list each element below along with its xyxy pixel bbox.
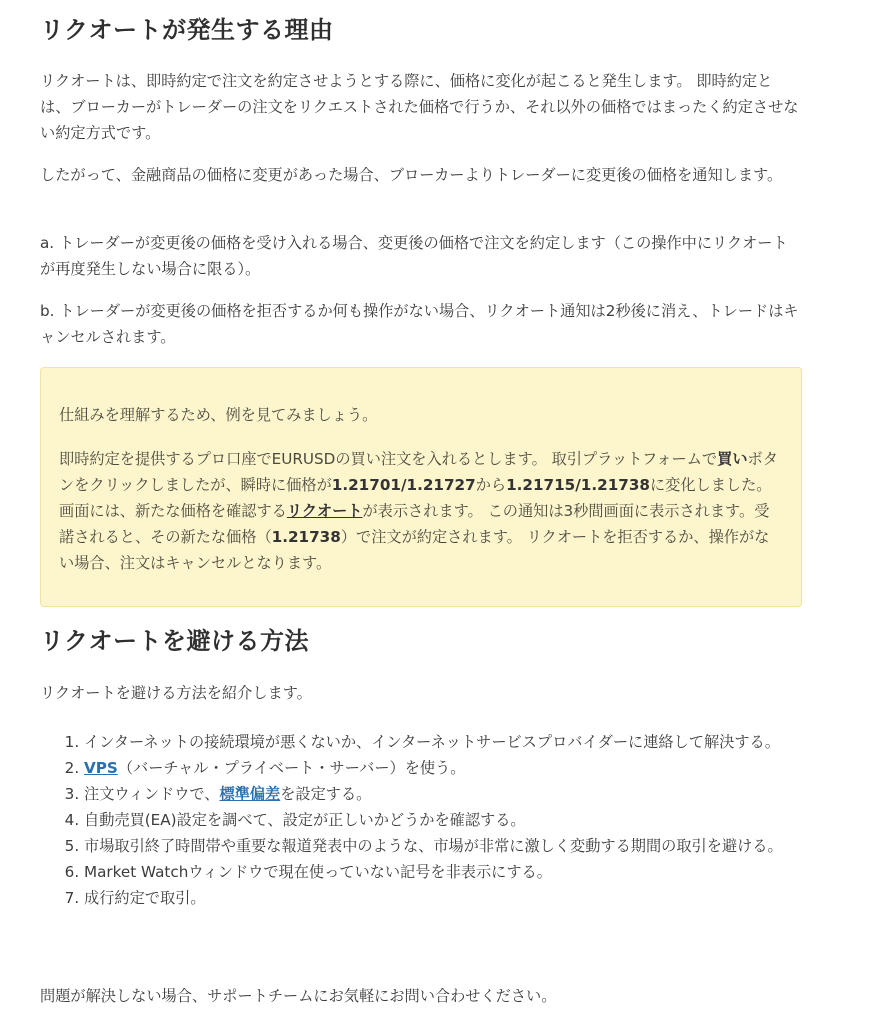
callout-text-6: ）で注文が約定されます。 リクオートを拒否するか、操作がない場合、注文はキャンセルとなります。 (59, 528, 770, 572)
avoid-requote-list (64, 729, 824, 911)
list-item-text: Market Watchウィンドウで現在使っていない記号を非表示にする。 (84, 863, 552, 881)
callout-text-3: から (475, 476, 507, 494)
list-item (84, 833, 824, 859)
list-item (84, 755, 824, 781)
section-heading-avoid-requotes: リクオートを避ける方法 (40, 627, 310, 655)
standard-deviation-link[interactable]: 標準偏差 (219, 785, 281, 803)
paragraph-price-notification: したがって、金融商品の価格に変更があった場合、ブローカーよりトレーダーに変更後の価格を通知します。 (40, 166, 783, 184)
callout-text-5: が表示されます。 この通知は3秒間画面に表示されます。受諾されると、その新たな価格（ (59, 502, 770, 546)
paragraph-option-a: a. トレーダーが変更後の価格を受け入れる場合、変更後の価格で注文を約定します（この操作中にリクオートが再度発生しない場合に限る）。 (40, 234, 788, 278)
callout-new-price: 1.21715/1.21738 (506, 476, 650, 494)
list-item (84, 885, 824, 911)
paragraph-requote-definition: リクオートは、即時約定で注文を約定させようとする際に、価格に変化が起こると発生します。 即時約定とは、ブローカーがトレーダーの注文をリクエストされた価格で行うか、それ以外の価格ではまったく約定させない約定方式です。 (40, 72, 799, 142)
callout-example-text (59, 446, 781, 576)
list-item-text: 市場取引終了時間帯や重要な報道発表中のような、市場が非常に激しく変動する期間の取引を避ける。 (84, 837, 783, 855)
list-item-text: （バーチャル・プライベート・サーバー）を使う。 (117, 759, 466, 777)
paragraph-avoid-intro: リクオートを避ける方法を紹介します。 (40, 684, 312, 702)
paragraph-option-b: b. トレーダーが変更後の価格を拒否するか何も操作がない場合、リクオート通知は2秒後に消え、トレードはキャンセルされます。 (40, 302, 799, 346)
list-item-text: 自動売買(EA)設定を調べて、設定が正しいかどうかを確認する。 (84, 811, 526, 829)
callout-text-2: ボタンをクリックしましたが、瞬時に価格が (59, 450, 778, 494)
section-heading-requote-reasons: リクオートが発生する理由 (40, 16, 334, 44)
list-item (84, 781, 824, 807)
list-item-text: インターネットの接続環境が悪くないか、インターネットサービスプロバイダーに連絡して解決する。 (84, 733, 780, 751)
callout-accepted-price: 1.21738 (271, 528, 341, 546)
callout-buy-label: 買い (717, 450, 748, 468)
callout-intro: 仕組みを理解するため、例を見てみましょう。 (59, 406, 378, 424)
list-item (84, 859, 824, 885)
callout-old-price: 1.21701/1.21727 (331, 476, 476, 494)
list-item-text: を設定する。 (280, 785, 372, 803)
callout-text-4: に変化しました。 画面には、新たな価格を確認する (59, 476, 772, 520)
list-item (84, 729, 824, 755)
requote-link[interactable]: リクオート (286, 502, 363, 520)
paragraph-support-contact: 問題が解決しない場合、サポートチームにお気軽にお問い合わせください。 (40, 987, 557, 1005)
callout-text-1: 即時約定を提供するプロ口座でEURUSDの買い注文を入れるとします。 取引プラットフォームで (59, 450, 718, 468)
list-item-prefix: 注文ウィンドウで、 (84, 785, 220, 803)
list-item (84, 807, 824, 833)
vps-link[interactable]: VPS (84, 759, 118, 777)
example-callout-box (40, 367, 802, 607)
list-item-text: 成行約定で取引。 (84, 889, 206, 907)
